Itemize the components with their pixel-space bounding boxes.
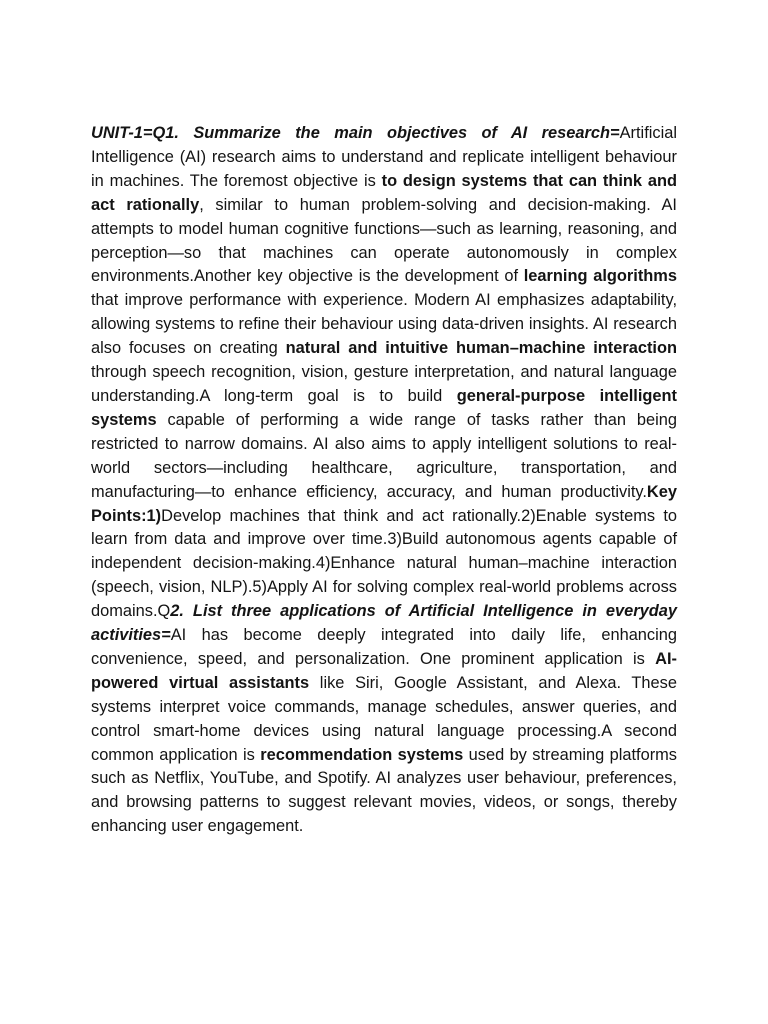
body-text: like Siri, Google Assistant, and Alexa. These systems interpret voice commands, manage schedules, answer queries, and control smart-home devices using natural language processing.A second common application is	[91, 673, 677, 764]
question-1-heading: UNIT-1=Q1. Summarize the main objectives of AI research=	[91, 124, 620, 142]
bold-phrase: recommendation systems	[260, 745, 464, 764]
key-points-label: Key Points:1)	[91, 482, 677, 525]
body-text: AI has become deeply integrated into daily life, enhancing convenience, speed, and personalization. One prominent application is	[91, 626, 677, 668]
body-text: used by streaming platforms such as Netflix, YouTube, and Spotify. AI analyzes user behaviour, preferences, and browsing patterns to suggest relevant movies, videos, or songs, thereby enhancing user engagement.	[91, 745, 678, 836]
document-paragraph	[91, 122, 677, 839]
body-text: Artificial Intelligence (AI) research aims to understand and replicate intelligent behaviour in machines. The foremost objective is	[91, 124, 677, 190]
body-text: through speech recognition, vision, gesture interpretation, and natural language understanding.A long-term goal is to build	[91, 363, 677, 405]
body-text: capable of performing a wide range of tasks rather than being restricted to narrow domains. AI also aims to apply intelligent solutions to real-world sectors—including healthcare, agriculture, transportation, and manufacturing—to enhance efficiency, accuracy, and human productivity.	[91, 410, 677, 501]
bold-phrase: to design systems that can think and act rationally	[91, 171, 677, 214]
body-text: , similar to human problem-solving and decision-making. AI attempts to model human cognitive functions—such as learning, reasoning, and perception—so that machines can operate autonomously in complex environments.Another key objective is the development of	[91, 195, 677, 286]
bold-phrase: natural and intuitive human–machine interaction	[285, 339, 677, 358]
bold-phrase: AI-powered virtual assistants	[91, 649, 677, 692]
body-text: that improve performance with experience. Modern AI emphasizes adaptability, allowing systems to refine their behaviour using data-driven insights. AI research also focuses on creating	[91, 291, 677, 358]
question-2-heading: 2. List three applications of Artificial Intelligence in everyday activities=	[91, 602, 677, 645]
document-page	[91, 122, 677, 839]
bold-phrase: learning algorithms	[523, 267, 677, 286]
bold-phrase: general-purpose intelligent systems	[91, 386, 678, 429]
key-points-text: Develop machines that think and act rationally.2)Enable systems to learn from data and improve over time.3)Build autonomous agents capable of independent decision-making.4)Enhance natural human–machine interaction (speech, vision, NLP).5)Apply AI for solving complex real-world problems across domains.Q	[91, 506, 677, 621]
